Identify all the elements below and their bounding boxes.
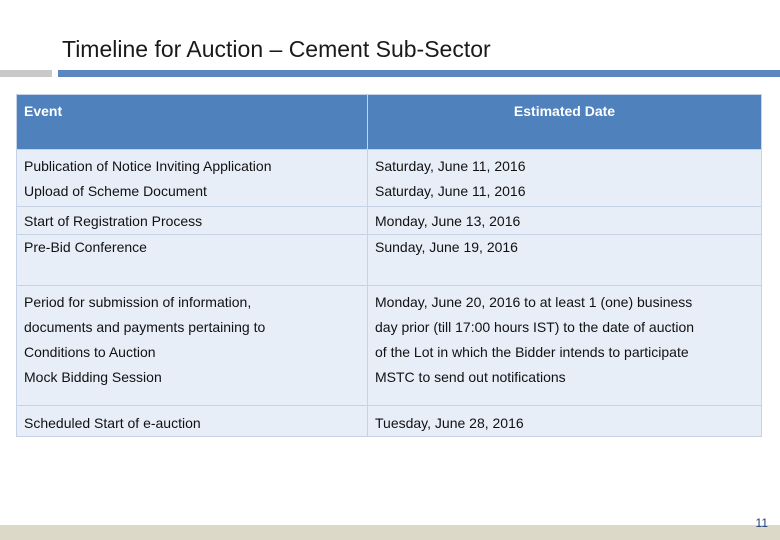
table-row [17,207,762,235]
date-text: Saturday, June 11, 2016 [375,183,526,199]
date-cell [368,286,762,406]
date-text: Tuesday, June 28, 2016 [375,415,524,431]
date-cell [368,235,762,286]
table-row [17,150,762,207]
page-title: Timeline for Auction – Cement Sub-Sector [62,36,491,62]
event-text: Scheduled Start of e-auction [24,415,201,431]
event-cell [17,406,368,437]
event-cell [17,150,368,207]
table-row [17,406,762,437]
event-text: Pre-Bid Conference [24,239,147,255]
event-cell [17,286,368,406]
header-estimated-date: Estimated Date [368,95,762,150]
date-text: Monday, June 13, 2016 [375,213,521,229]
timeline-table [16,94,762,437]
event-text: Mock Bidding Session [24,369,162,385]
page-number: 11 [755,516,768,530]
event-text: Upload of Scheme Document [24,183,207,199]
table-row [17,235,762,286]
date-text: day prior (till 17:00 hours IST) to the date of auction [375,319,695,335]
event-cell [17,235,368,286]
date-text: Sunday, June 19, 2016 [375,239,518,255]
date-cell [368,406,762,437]
date-text: Monday, June 20, 2016 to at least 1 (one) business [375,294,693,310]
table-row [17,286,762,406]
date-text: MSTC to send out notifications [375,369,566,385]
date-cell [368,150,762,207]
date-cell [368,207,762,235]
title-underline-blue [58,70,780,77]
event-text: documents and payments pertaining to [24,319,266,335]
header-event: Event [17,95,368,150]
title-underline-grey [0,70,52,77]
event-text: Period for submission of information, [24,294,252,310]
date-text: Saturday, June 11, 2016 [375,158,526,174]
event-text: Start of Registration Process [24,213,203,229]
event-text: Conditions to Auction [24,344,156,360]
footer-band [0,525,780,540]
date-text: of the Lot in which the Bidder intends to participate [375,344,689,360]
table-header-row [17,95,762,150]
event-cell [17,207,368,235]
event-text: Publication of Notice Inviting Application [24,158,272,174]
